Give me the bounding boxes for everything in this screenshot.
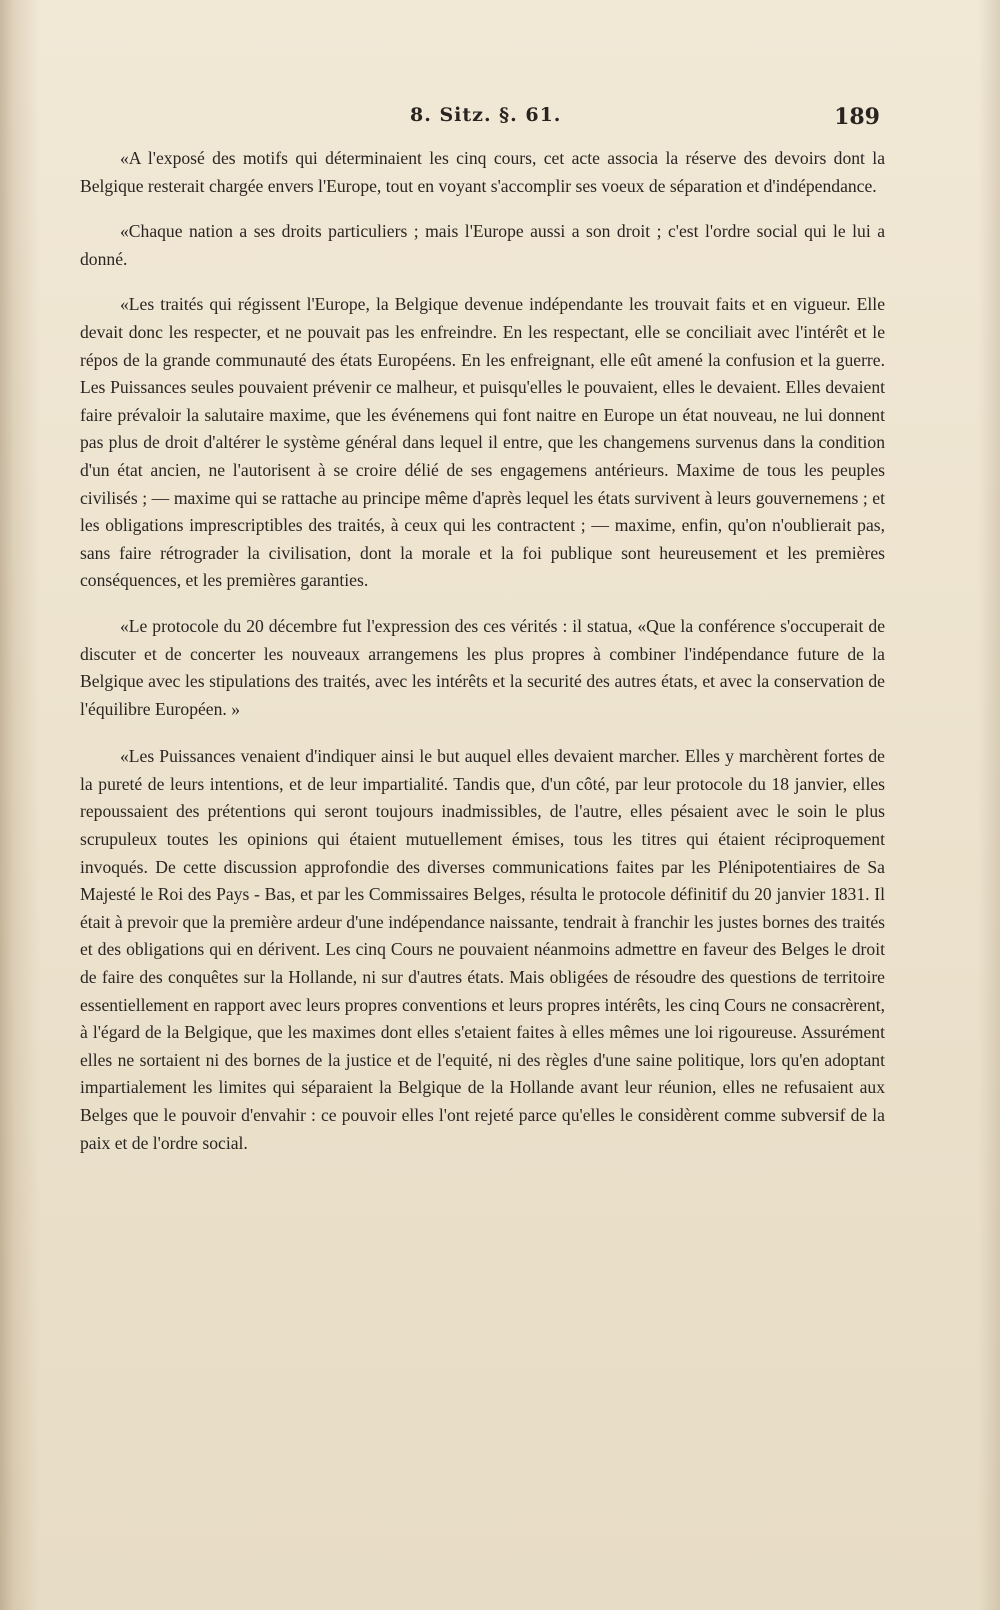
- body-text: [80, 145, 885, 1175]
- page-edge-shadow: [978, 0, 1000, 1610]
- section-reference: 8. Sitz. §. 61.: [410, 104, 562, 126]
- paragraph-5: «Les Puissances venaient d'indiquer ainsi le but auquel elles devaient marcher. Elles y marchèrent fortes de la pureté de leurs intentions, et de leur impartialité. Tandis que, d'un côté, par leur protocole du 18 janvier, elles repoussaient des prétentions qui seront toujours inadmissibles, de l'autre, elles pésaient avec le soin le plus scrupuleux toutes les opinions qui étaient mutuellement émises, tous les titres qui étaient réciproquement invoqués. De cette discussion approfondie des diverses communications faites par les Plénipotentiaires de Sa Majesté le Roi des Pays - Bas, et par les Commissaires Belges, résulta le protocole définitif du 20 janvier 1831. Il était à prevoir que la première ardeur d'une indépendance naissante, tendrait à franchir les justes bornes des traités et des obligations qui en dérivent. Les cinq Cours ne pouvaient néanmoins admettre en faveur des Belges le droit de faire des conquêtes sur la Hollande, ni sur d'autres états. Mais obligées de résoudre des questions de territoire essentiellement en rapport avec leurs propres conventions et leurs propres intérêts, les cinq Cours ne consacrèrent, à l'égard de la Belgique, que les maximes dont elles s'etaient faites à elles mêmes une loi rigoureuse. Assurément elles ne sortaient ni des bornes de la justice et de l'equité, ni des règles d'une saine politique, lors qu'en adoptant impartialement les limites qui séparaient la Belgique de la Hollande avant leur réunion, elles ne refusaient aux Belges que le pouvoir d'envahir : ce pouvoir elles l'ont rejeté parce qu'elles le considèrent comme subversif de la paix et de l'ordre social.: [80, 746, 885, 1153]
- paragraph-2: «Chaque nation a ses droits particuliers ; mais l'Europe aussi a son droit ; c'est l'ordre social qui le lui a donné.: [80, 221, 885, 269]
- paragraph-3: «Les traités qui régissent l'Europe, la Belgique devenue indépendante les trouvait faits et en vigueur. Elle devait donc les respecter, et ne pouvait pas les enfreindre. En les respectant, elle se conciliait avec l'intérêt et le répos de la grande communauté des états Européens. En les enfreignant, elle eût amené la confusion et la guerre. Les Puissances seules pouvaient prévenir ce malheur, et puisqu'elles le pouvaient, elles le devaient. Elles devaient faire prévaloir la salutaire maxime, que les événemens qui font naitre en Europe un état nouveau, ne lui donnent pas plus de droit d'altérer le système général dans lequel il entre, que les changemens survenus dans la condition d'un état ancien, ne l'autorisent à se croire délié de ses engagemens antérieurs. Maxime de tous les peuples civilisés ; — maxime qui se rattache au principe même d'après lequel les états survivent à leurs gouvernemens ; et les obligations imprescriptibles des traités, à ceux qui les contractent ; — maxime, enfin, qu'on n'oublierait pas, sans faire rétrograder la civilisation, dont la morale et la foi publique sont heureusement et les premières conséquences, et les premières garanties.: [80, 294, 885, 591]
- page-number: 189: [834, 104, 880, 130]
- running-head: [80, 104, 880, 134]
- paragraph-1: «A l'exposé des motifs qui déterminaient les cinq cours, cet acte associa la réserve des devoirs dont la Belgique resterait chargée envers l'Europe, tout en voyant s'accomplir ses voeux de séparation et d'indépendance.: [80, 148, 885, 196]
- paragraph-4: «Le protocole du 20 décembre fut l'expression des ces vérités : il statua, «Que la conférence s'occuperait de discuter et de concerter les nouveaux arrangemens les plus propres à combiner l'indépendance future de la Belgique avec les stipulations des traités, avec les intérêts et la securité des autres états, et avec la conservation de l'équilibre Européen. »: [80, 615, 885, 719]
